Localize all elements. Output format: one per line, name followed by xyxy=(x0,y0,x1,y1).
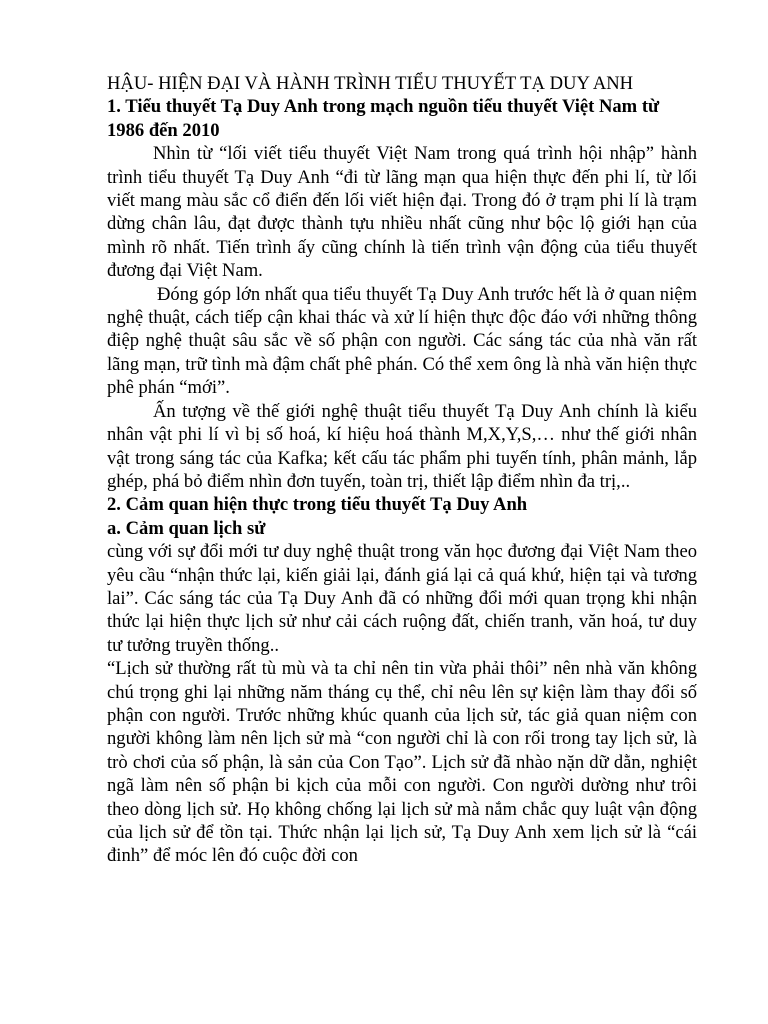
document-page xyxy=(107,72,697,868)
section-2a-paragraph-2: “Lịch sử thường rất tù mù và ta chỉ nên tin vừa phải thôi” nên nhà văn không chú trọng ghi lại những năm tháng cụ thể, chỉ nêu lên sự kiện làm thay đổi số phận con người. Trước những khúc quanh của lịch sử, tác giả quan niệm con người không làm nên lịch sử mà “con người chỉ là con rối trong tay lịch sử, là trò chơi của số phận, là sản của Con Tạo”. Lịch sử đã nhào nặn dữ dằn, nghiệt ngã làm nên số phận bi kịch của mỗi con người. Con người dường như trôi theo dòng lịch sử. Họ không chống lại lịch sử mà nắm chắc quy luật vận động của lịch sử để tồn tại. Thức nhận lại lịch sử, Tạ Duy Anh xem lịch sử là “cái đinh” để móc lên đó cuộc đời con xyxy=(107,658,697,867)
section-2a-paragraph-1: cùng với sự đổi mới tư duy nghệ thuật trong văn học đương đại Việt Nam theo yêu cầu “nhận thức lại, kiến giải lại, đánh giá lại cả quá khứ, hiện tại và tương lai”. Các sáng tác của Tạ Duy Anh đã có những đổi mới quan trọng khi nhận thức lại hiện thực lịch sử như cải cách ruộng đất, chiến tranh, văn hoá, tư duy tư tưởng truyền thống.. xyxy=(107,541,697,656)
document-title: HẬU- HIỆN ĐẠI VÀ HÀNH TRÌNH TIỂU THUYẾT TẠ DUY ANH xyxy=(107,73,634,94)
section-1-heading: 1. Tiểu thuyết Tạ Duy Anh trong mạch nguồn tiểu thuyết Việt Nam từ 1986 đến 2010 xyxy=(107,96,660,141)
section-1-paragraph-1: Nhìn từ “lối viết tiểu thuyết Việt Nam trong quá trình hội nhập” hành trình tiểu thuyết Tạ Duy Anh “đi từ lãng mạn qua hiện thực đến phi lí, từ lối viết mang màu sắc cổ điển đến lối viết hiện đại. Trong đó ở trạm phi lí là trạm dừng chân lâu, đạt được thành tựu nhiều nhất cũng như bộc lộ giới hạn của mình rõ nhất. Tiến trình ấy cũng chính là tiến trình vận động của tiểu thuyết đương đại Việt Nam. xyxy=(107,143,697,282)
section-2-heading: 2. Cảm quan hiện thực trong tiểu thuyết Tạ Duy Anh xyxy=(107,494,528,516)
section-1-paragraph-2: Đóng góp lớn nhất qua tiểu thuyết Tạ Duy Anh trước hết là ở quan niệm nghệ thuật, cách tiếp cận khai thác và xử lí hiện thực độc đáo với những thông điệp nghệ thuật sâu sắc về số phận con người. Các sáng tác của nhà văn rất lãng mạn, trữ tình mà đậm chất phê phán. Có thể xem ông là nhà văn hiện thực phê phán “mới”. xyxy=(107,283,697,399)
section-1-paragraph-3: Ấn tượng về thế giới nghệ thuật tiểu thuyết Tạ Duy Anh chính là kiểu nhân vật phi lí vì bị số hoá, kí hiệu hoá thành M,X,Y,S,… như thế giới nhân vật trong sáng tác của Kafka; kết cấu tác phẩm phi tuyến tính, phân mảnh, lắp ghép, phá bỏ điểm nhìn đơn tuyến, toàn trị, thiết lập điểm nhìn đa trị,.. xyxy=(107,400,697,492)
section-2a-heading: a. Cảm quan lịch sử xyxy=(107,517,266,539)
